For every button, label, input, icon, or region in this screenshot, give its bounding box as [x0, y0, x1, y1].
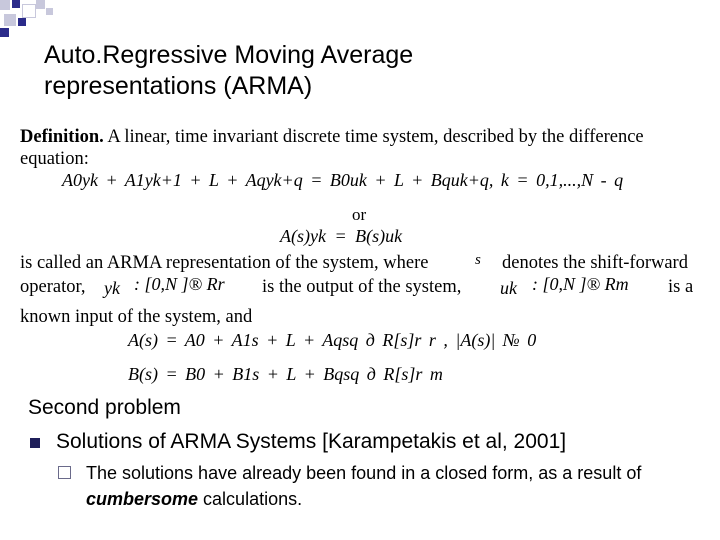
polynomial-a: A(s) = A0 + A1s + L + Aqsq д R[s]r r , |A(s)| № 0: [128, 330, 537, 350]
difference-equation: A0yk + A1yk+1 + L + Aqyk+q = B0uk + L + Bquk+q, k = 0,1,...,N - q: [62, 170, 624, 190]
section-heading: Second problem: [28, 396, 181, 419]
slide-title: [44, 40, 684, 102]
definition-line-4b: is the output of the system,: [262, 277, 462, 297]
definition-line-3b: denotes the shift-forward: [502, 253, 688, 273]
corner-decoration: [0, 0, 60, 40]
definition-label: Definition.: [20, 127, 104, 147]
corner-square: [12, 0, 20, 8]
or-word: or: [352, 205, 367, 224]
polynomial-b: B(s) = B0 + B1s + L + Bqsq д R[s]r m: [128, 364, 443, 384]
bullet-item-1: Solutions of ARMA Systems [Karampetakis et al, 2001]: [56, 430, 567, 453]
shift-symbol: s: [475, 252, 481, 268]
definition-line-4c: is a: [668, 277, 694, 297]
corner-square: [46, 8, 53, 15]
input-mapping: : [0,N ]® Rm: [532, 274, 629, 294]
bullet-item-2-emphasis: cumbersome: [86, 489, 199, 509]
definition-line-3a: is called an ARMA representation of the system, where: [20, 253, 429, 273]
corner-square: [18, 18, 26, 26]
title-line-1: Auto.Regressive Moving Average: [44, 41, 414, 69]
title-line-2: representations (ARMA): [44, 72, 313, 100]
hollow-square-bullet-icon: [58, 466, 71, 479]
definition-text: A linear, time invariant discrete time system, described by the difference: [107, 127, 644, 147]
corner-square: [0, 0, 10, 10]
definition-line-1: [20, 126, 644, 148]
operator-equation: A(s)yk = B(s)uk: [280, 226, 403, 246]
bullet-item-2-tail: calculations.: [198, 489, 303, 509]
definition-line-5: known input of the system, and: [20, 307, 253, 327]
square-bullet-icon: [30, 438, 40, 448]
definition-line-2: equation:: [20, 149, 89, 169]
output-mapping: : [0,N ]® Rr: [134, 274, 225, 294]
bullet-item-2: [86, 460, 686, 512]
corner-square: [0, 28, 9, 37]
corner-square: [4, 14, 16, 26]
bullet-item-2-text: The solutions have already been found in a closed form, as a result of: [86, 463, 642, 483]
corner-square: [36, 0, 45, 9]
definition-line-4a: operator,: [20, 277, 86, 297]
output-symbol: yk: [104, 278, 120, 298]
corner-square: [22, 4, 36, 18]
input-symbol: uk: [500, 278, 517, 298]
